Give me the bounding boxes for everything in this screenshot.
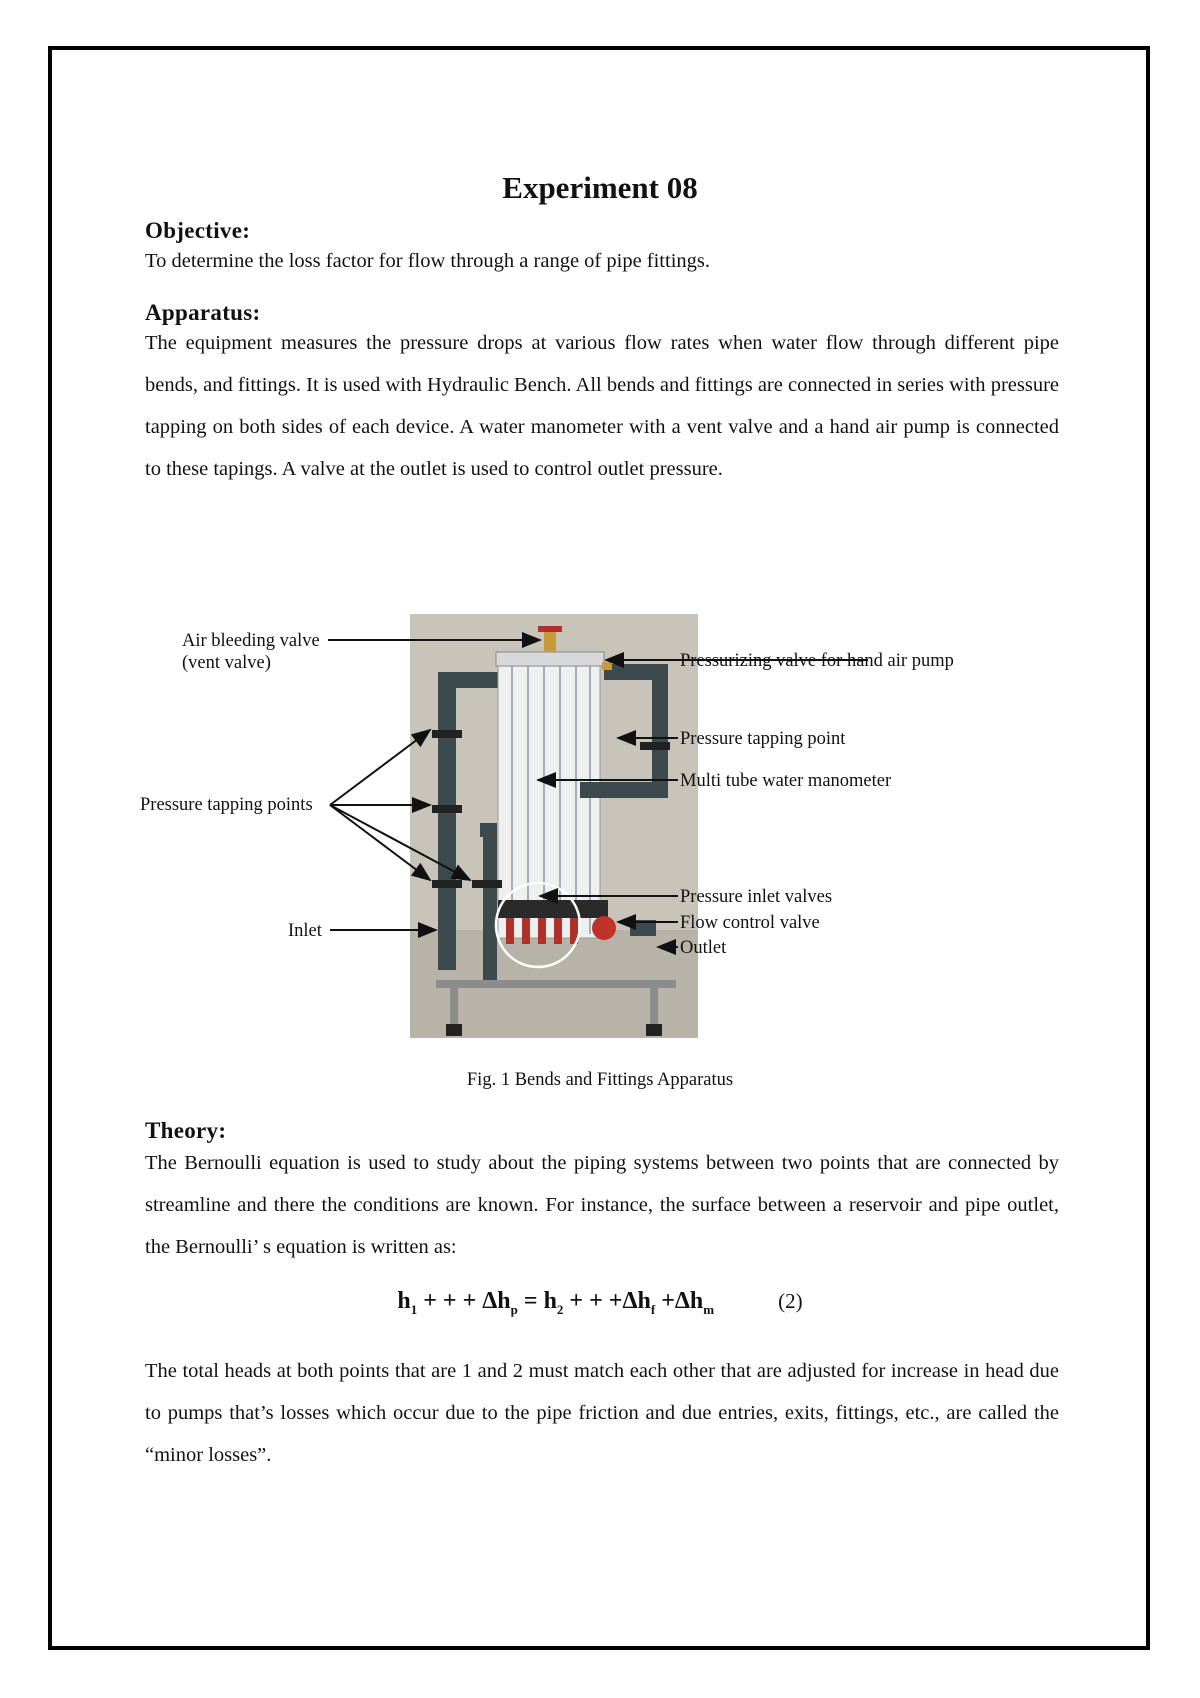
bernoulli-equation: $h_1$ + + + $\Delta h_p = h_2$ + + $+\Delta h_f +\Delta h_m$ (2)	[397, 1288, 803, 1317]
apparatus-heading: Apparatus:	[145, 300, 261, 325]
figure-caption: Fig. 1 Bends and Fittings Apparatus	[466, 1070, 734, 1090]
apparatus-text: The equipment measures the pressure drops at various flow rates when water flow through different pipe bends, and fittings. It is used with Hydraulic Bench. All bends and fittings are connected in series with pressure tapping on both sides of each device. A water manometer with a vent valve and a hand air pump is connected to these tapings. A valve at the outlet is used to control outlet pressure.	[145, 332, 1059, 480]
page-title: Experiment 08	[502, 170, 698, 205]
label-pressure-tapping-points: Pressure tapping points	[140, 795, 313, 815]
label-pressurizing-valve: Pressurizing valve for hand air pump	[680, 651, 954, 671]
label-outlet: Outlet	[680, 938, 727, 958]
flow-control-valve-wheel	[592, 916, 616, 940]
label-pressure-tapping-point: Pressure tapping point	[680, 729, 846, 749]
left-pipe	[438, 680, 456, 970]
theory-heading: Theory:	[145, 1118, 227, 1143]
objective-text: To determine the loss factor for flow through a range of pipe fittings.	[145, 250, 711, 272]
theory-text-2: The total heads at both points that are 1 and 2 must match each other that are adjusted for increase in head due to pumps that’s losses which occur due to the pipe friction and due entries, exits, fittings, etc., are called the “minor losses”.	[145, 1360, 1059, 1466]
label-multi-tube-manometer: Multi tube water manometer	[680, 771, 892, 791]
label-vent-valve: (vent valve)	[182, 653, 271, 673]
label-inlet: Inlet	[288, 921, 322, 941]
label-pressure-inlet-valves: Pressure inlet valves	[680, 887, 833, 907]
label-air-bleeding-valve: Air bleeding valve	[182, 631, 320, 651]
apparatus-figure	[140, 600, 1080, 1040]
label-flow-control-valve: Flow control valve	[680, 913, 820, 933]
theory-text-1: The Bernoulli equation is used to study about the piping systems between two points that are connected by streamline and there the conditions are known. For instance, the surface between a reservoir and pipe outlet, the Bernoulli’ s equation is written as:	[145, 1152, 1059, 1258]
equation-number: (2)	[778, 1289, 803, 1313]
objective-heading: Objective:	[145, 218, 251, 243]
